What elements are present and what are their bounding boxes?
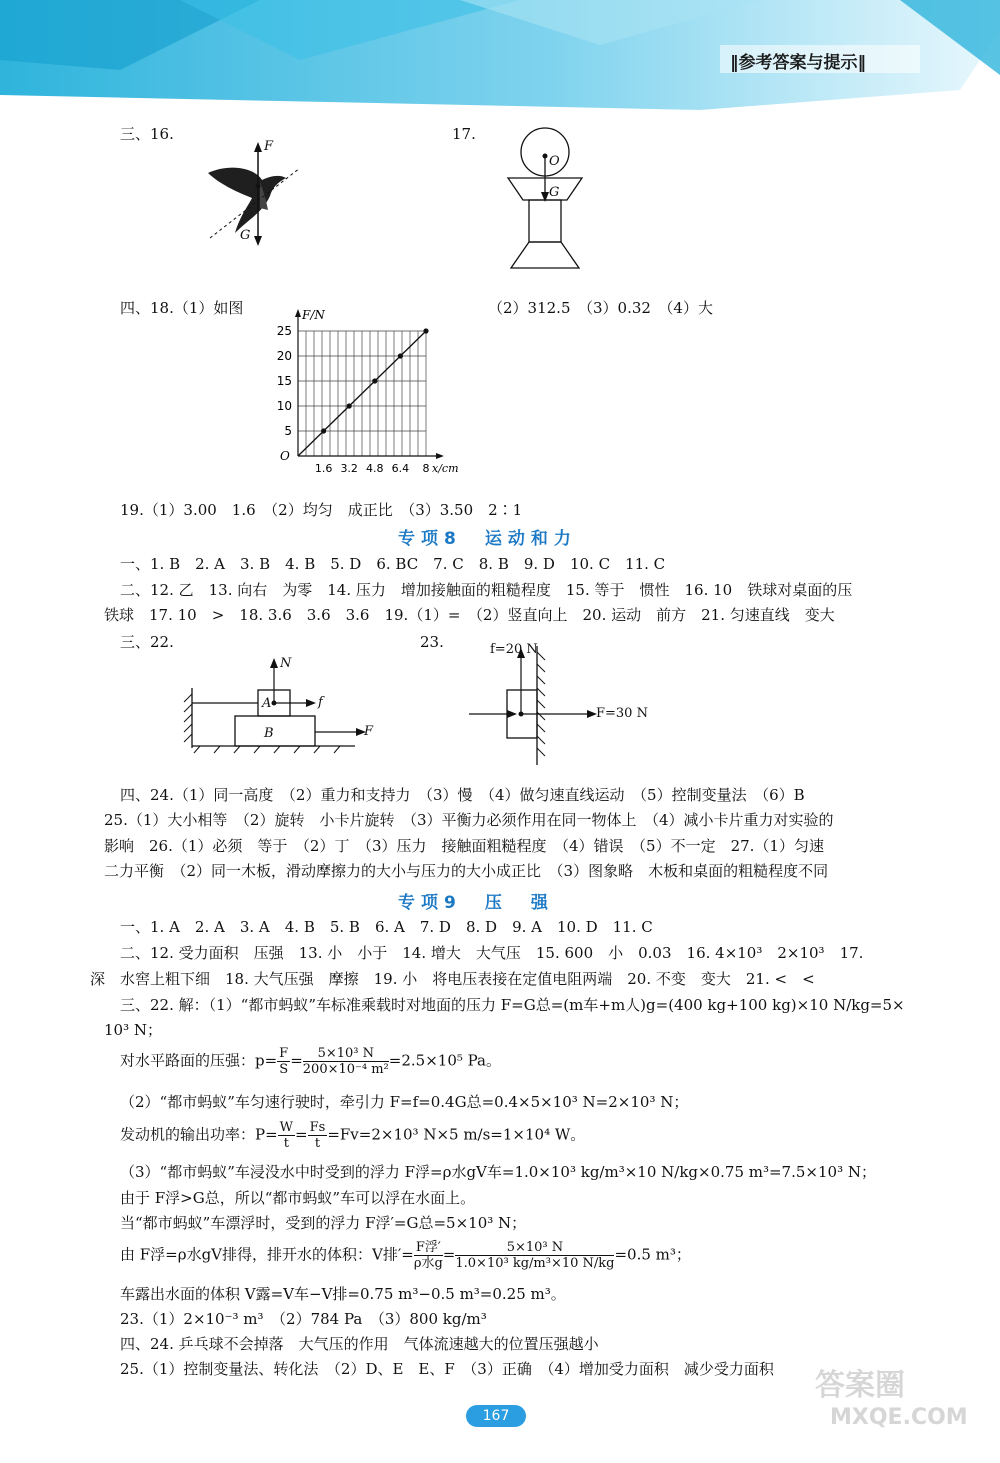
sec9-line1: 一、1. A 2. A 3. A 4. B 5. B 6. A 7. D 8. D 9. A 10. D 11. C (120, 918, 653, 936)
y-axis-arrow (295, 309, 301, 317)
y-tick-label: 15 (276, 374, 292, 388)
sec9-line10: 由于 F浮>G总，所以“都市蚂蚁”车可以浮在水面上。 (120, 1189, 476, 1207)
bird-silhouette (208, 168, 286, 233)
sec8-line2: 二、12. 乙 13. 向右 为零 14. 压力 增加接触面的粗糙程度 15. 等于 惯性 16. 10 铁球对桌面的压 (120, 581, 853, 599)
data-point (372, 378, 377, 383)
block-b (235, 716, 315, 746)
data-point (398, 353, 403, 358)
sec9-line2: 二、12. 受力面积 压强 13. 小 小于 14. 增大 大气压 15. 600 小 0.03 16. 4×10³ 2×10³ 17. (120, 944, 864, 962)
x-tick-label: 1.6 (314, 462, 333, 475)
fig17-label: 17. (452, 125, 476, 143)
sec9-line12: 由 F浮=ρ水gV排得，排开水的体积：V排′= $\frac{\text{F浮′}}{\text{ρ水g}}$ = $\frac{\text{5×10³ N}}{\text{1.0×10³ kg/m³×10 N/kg}}$ =0.5 m³； (120, 1240, 691, 1271)
y-tick-label: 25 (276, 324, 292, 338)
data-point (321, 428, 326, 433)
force-f-arrowhead (254, 142, 262, 152)
force-extension-chart (270, 300, 470, 480)
fig16-g-label: G (240, 228, 251, 243)
watermark-logo: 答案圈 (815, 1368, 905, 1403)
x-tick-label: 6.4 (391, 462, 410, 475)
x-axis-arrow (436, 453, 444, 459)
sec9-line14: 23.（1）2×10⁻³ m³ （2）784 Pa （3）800 kg/m³ (120, 1310, 487, 1328)
fig22-a-label: A (262, 696, 272, 711)
header-badge: ‖参考答案与提示‖ (730, 53, 866, 73)
sec9-line3: 深 水窖上粗下细 18. 大气压强 摩擦 19. 小 将电压表接在定值电阻两端 20. 不变 变大 21. < < (90, 970, 815, 988)
sec9-line6: 对水平路面的压强：p= $\frac{F}{S}$ = $\frac{\text{5×10³ N}}{\text{200×10⁻⁴ m²}}$ =2.5×10⁵ Pa。 (120, 1046, 502, 1077)
fig22-f-small-label: f (318, 695, 323, 710)
fig16-f-label: F (264, 139, 274, 154)
sec9-line4: 三、22. 解：（1）“都市蚂蚁”车标准乘载时对地面的压力 F=G总=(m车+m人)g=(400 kg+100 kg)×10 N/kg=5× (120, 996, 905, 1014)
fig23-force-label: F=30 N (596, 706, 648, 721)
sec8-line4a: 三、22. (120, 633, 174, 651)
sec9-line5: 10³ N； (104, 1021, 162, 1039)
watermark-url: MXQE.COM (830, 1405, 968, 1430)
chart-series (298, 328, 429, 456)
x-axis-label: x/cm (432, 462, 459, 475)
sec8-line8: 二力平衡 （2）同一木板，滑动摩擦力的大小与压力的大小成正比 （3）图象略 木板和桌面的粗糙程度不同 (104, 862, 829, 880)
origin-label: O (280, 449, 290, 463)
data-point (423, 328, 428, 333)
force-g-arrowhead (254, 236, 262, 246)
sec9-line7: （2）“都市蚂蚁”车匀速行驶时，牵引力 F=f=0.4G总=0.4×5×10³ N=2×10³ N； (120, 1093, 689, 1111)
sec9-line13: 车露出水面的体积 V露=V车−V排=0.75 m³−0.5 m³=0.25 m³。 (120, 1285, 566, 1303)
page-number: 167 (466, 1405, 526, 1427)
fig22-n-label: N (280, 656, 292, 671)
q19-text: 19.（1）3.00 1.6 （2）均匀 成正比 （3）3.50 2∶1 (120, 501, 523, 519)
sec9-line9: （3）“都市蚂蚁”车浸没水中时受到的浮力 F浮=ρ水gV车=1.0×10³ kg/m³×10 N/kg×0.75 m³=7.5×10³ N； (120, 1163, 876, 1181)
sec9-line16: 25.（1）控制变量法、转化法 （2）D、E E、F （3）正确 （4）增加受力面积 减少受力面积 (120, 1360, 774, 1378)
section9-title: 专项9 压 强 (398, 893, 554, 913)
fig23-friction-label: f=20 N (490, 642, 538, 657)
fig16-label: 三、16. (120, 125, 174, 143)
sec8-line6: 25.（1）大小相等 （2）旋转 小卡片旋转 （3）平衡力必须作用在同一物体上 （4）减小卡片重力对实验的 (104, 811, 834, 829)
sec8-line3: 铁球 17. 10 > 18. 3.6 3.6 3.6 19.（1）= （2）竖直向上 20. 运动 前方 21. 匀速直线 变大 (104, 606, 835, 624)
sec9-line11: 当“都市蚂蚁”车漂浮时，受到的浮力 F浮′=G总=5×10³ N； (120, 1214, 527, 1232)
fig17-ball-stand-diagram (505, 122, 585, 270)
x-tick-label: 3.2 (340, 462, 358, 475)
x-tick-label: 8 (422, 462, 430, 475)
y-axis-label: F/N (302, 308, 325, 322)
y-tick-label: 5 (284, 424, 292, 438)
q18-rest: （2）312.5 （3）0.32 （4）大 (488, 299, 713, 317)
fig17-g-label: G (549, 185, 560, 200)
sec8-line5: 四、24.（1）同一高度 （2）重力和支持力 （3）慢 （4）做匀速直线运动 （5）控制变量法 （6）B (120, 786, 805, 804)
sec8-line4b: 23. (420, 633, 444, 651)
x-tick-label: 4.8 (366, 462, 384, 475)
fig16-bird-diagram (200, 138, 310, 248)
fig22-f-label: F (364, 724, 374, 739)
sec8-line1: 一、1. B 2. A 3. B 4. B 5. D 6. BC 7. C 8. B 9. D 10. C 11. C (120, 555, 666, 573)
sec9-line15: 四、24. 乒乓球不会掉落 大气压的作用 气体流速越大的位置压强越小 (120, 1335, 599, 1353)
section8-title: 专项8 运动和力 (398, 529, 577, 549)
sec8-line7: 影响 26.（1）必须 等于 （2）丁 （3）压力 接触面粗糙程度 （4）错误 （5）不一定 27.（1）匀速 (104, 837, 824, 855)
y-tick-label: 10 (276, 399, 292, 413)
data-point (347, 403, 352, 408)
sec9-line8: 发动机的输出功率：P= $\frac{W}{t}$ = $\frac{Fs}{t}$ =Fv=2×10³ N×5 m/s=1×10⁴ W。 (120, 1120, 586, 1151)
fig22-b-label: B (264, 726, 274, 741)
fig17-o-label: O (549, 154, 560, 169)
q18-label: 四、18.（1）如图 (120, 299, 244, 317)
y-tick-label: 20 (276, 349, 292, 363)
